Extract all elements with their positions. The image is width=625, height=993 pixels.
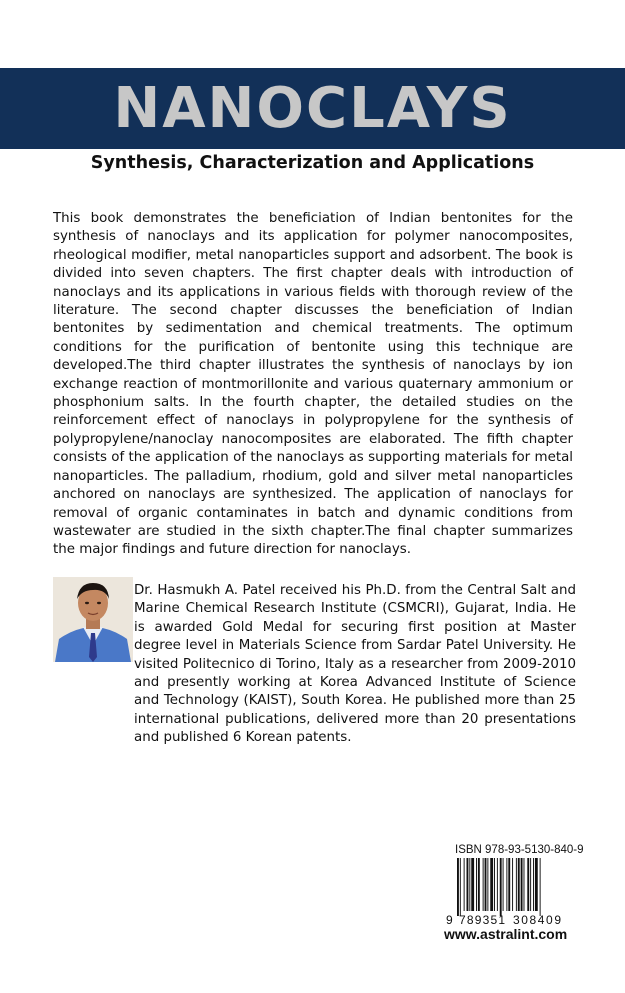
barcode-bar <box>508 858 510 911</box>
barcode-bar <box>478 858 480 911</box>
barcode-bar <box>512 858 513 911</box>
book-description: This book demonstrates the beneficiation of Indian bentonites for the synthesis of nanoclays and its application for polymer nanocomposites, rheological modifier, metal nanoparticles support and adsorbent. The book is divided into seven chapters. The first chapter deals with introduction of nanoclays and its applications in various fields with thorough review of the literature. The second chapter discusses the beneficiation of Indian bentonites by sedimentation and chemical treatments. The optimum conditions for the purification of bentonite using this technique are developed.The third chapter illustrates the synthesis of nanoclays by ion exchange reaction of montmorillonite and various quaternary ammonium or phosphonium salts. In the fourth chapter, the detailed studies on the reinforcement effect of nanoclays in polypropylene for the synthesis of polypropylene/nanoclay nanocomposites are elaborated. The fifth chapter consists of the application of the nanoclays as supporting materials for metal nanoparticles. The palladium, rhodium, gold and silver metal nanoparticles anchored on nanoclays are synthesized. The application of nanoclays for removal of organic contaminates in batch and dynamic conditions from wastewater are studied in the sixth chapter.The final chapter summarizes the major findings and future direction for nanoclays. <box>53 211 573 558</box>
barcode-bar <box>467 858 469 911</box>
barcode-bar <box>483 858 484 911</box>
barcode-bar <box>460 858 461 916</box>
barcode-bar <box>530 858 531 911</box>
barcode-bar <box>476 858 477 911</box>
barcode-bar <box>497 858 498 911</box>
barcode-left-digits: 789351 <box>459 913 505 925</box>
barcode-right-digits: 308409 <box>513 913 561 925</box>
barcode-bar <box>506 858 507 911</box>
barcode-bar <box>485 858 487 911</box>
barcode-bar <box>533 858 534 911</box>
author-bio: Dr. Hasmukh A. Patel received his Ph.D. from the Central Salt and Marine Chemical Research Institute (CSMCRI), Gujarat, India. He is awarded Gold Medal for securing first position at Master degree level in Materials Science from Sardar Patel University. He visited Politecnico di Torino, Italy as a researcher from 2009-2010 and presently working at Korea Advanced Institute of Science and Technology (KAIST), South Korea. He published more than 25 international publications, delivered more than 20 presentations and published 6 Korean patents. <box>134 583 576 746</box>
barcode-bar <box>516 858 517 911</box>
barcode-first-digit: 9 <box>446 913 453 925</box>
barcode-bar <box>494 858 495 911</box>
barcode-bar <box>464 858 465 911</box>
book-title: NANOCLAYS <box>113 76 512 141</box>
barcode-bar <box>503 858 504 911</box>
barcode-bar <box>457 858 459 916</box>
author-photo <box>53 577 133 662</box>
barcode-bar <box>527 858 529 911</box>
barcode-bar <box>500 858 502 916</box>
barcode-bar <box>471 858 474 911</box>
barcode-bar <box>524 858 525 911</box>
book-subtitle: Synthesis, Characterization and Applications <box>90 153 535 173</box>
barcode-bar <box>490 858 493 911</box>
publisher-website: www.astralint.com <box>444 926 568 942</box>
barcode-bar <box>540 858 541 916</box>
barcode-bar <box>469 858 470 911</box>
barcode-bar <box>535 858 538 911</box>
isbn-label: ISBN 978-93-5130-840-9 <box>455 844 584 856</box>
author-portrait-image <box>53 577 133 662</box>
barcode-bar <box>521 858 523 911</box>
barcode-bar <box>518 858 520 911</box>
isbn-barcode <box>445 858 570 925</box>
barcode-bar <box>487 858 488 911</box>
